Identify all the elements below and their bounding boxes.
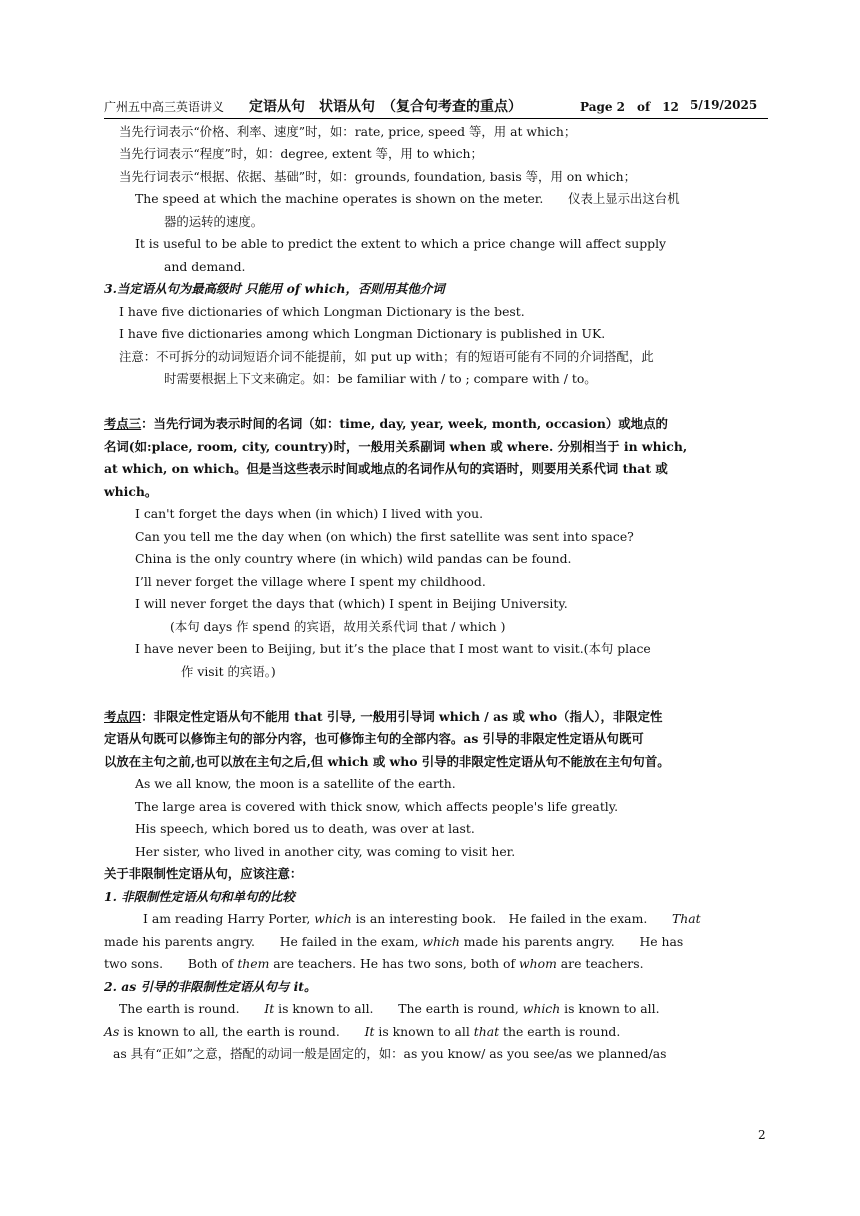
header-topic: 定语从句 状语从句 （复合句考查的重点） xyxy=(249,99,522,115)
example-line: China is the only country where (in which) wild pandas can be found. xyxy=(135,551,572,566)
comparison-line: I am reading Harry Porter, which is an interesting book. He failed in the exam. That xyxy=(143,911,701,926)
note-line: 时需要根据上下文来确定。如：be familiar with / to ; compare with / to。 xyxy=(164,371,597,386)
text-line: 当先行词表示“根据、依据、基础”时，如：grounds, foundation, basis 等，用 on which； xyxy=(119,169,637,184)
example-line: I’ll never forget the village where I spent my childhood. xyxy=(135,574,486,589)
point-three-line: 考点三：当先行词为表示时间的名词（如：time, day, year, week, month, occasion）或地点的 xyxy=(104,416,668,431)
example-note: 作 visit 的宾语。) xyxy=(181,664,276,679)
example-note: (本句 days 作 spend 的宾语，故用关系代词 that / which ) xyxy=(170,619,506,634)
subsection-heading: 2. as 引导的非限制性定语从句与 it。 xyxy=(104,979,317,994)
comparison-line: As is known to all, the earth is round. It is known to all that the earth is round. xyxy=(104,1024,621,1039)
example-line: Can you tell me the day when (on which) the first satellite was sent into space? xyxy=(135,529,634,544)
example-line: His speech, which bored us to death, was over at last. xyxy=(135,821,475,836)
header-date: 5/19/2025 xyxy=(690,98,758,112)
example-line: The speed at which the machine operates is shown on the meter. 仪表上显示出这台机 xyxy=(135,191,680,206)
example-line: It is useful to be able to predict the extent to which a price change will affect supply xyxy=(135,236,667,251)
point-four-line: 定语从句既可以修饰主句的部分内容，也可修饰主句的全部内容。as 引导的非限定性定语从句既可 xyxy=(104,731,644,746)
example-line: I have never been to Beijing, but it’s the place that I most want to visit.(本句 place xyxy=(135,641,651,656)
example-line: I have five dictionaries among which Longman Dictionary is published in UK. xyxy=(119,326,606,341)
point-three-label: 考点三 xyxy=(104,416,142,431)
example-line: I can't forget the days when (in which) I lived with you. xyxy=(135,506,484,521)
note-line: 注意：不可拆分的动词短语介词不能提前，如 put up with；有的短语可能有不同的介词搭配，此 xyxy=(119,349,654,364)
example-line: 器的运转的速度。 xyxy=(164,214,264,229)
note-heading: 关于非限制性定语从句，应该注意： xyxy=(104,866,303,881)
example-line: I will never forget the days that (which) I spent in Beijing University. xyxy=(135,596,568,611)
page-number: 2 xyxy=(758,1128,766,1142)
point-three-line: at which, on which。但是当这些表示时间或地点的名词作从句的宾语时，则要用关系代词 that 或 xyxy=(104,461,668,476)
comparison-line: made his parents angry. He failed in the exam, which made his parents angry. He has xyxy=(104,934,684,949)
point-three-line: which。 xyxy=(104,484,158,499)
text-line: 当先行词表示“价格、利率、速度”时，如：rate, price, speed 等，用 at which； xyxy=(119,124,577,139)
text-line: 当先行词表示“程度”时，如：degree, extent 等，用 to which； xyxy=(119,146,483,161)
header-school: 广州五中高三英语讲义 xyxy=(104,100,225,114)
section-heading: 3.当定语从句为最高级时 只能用 of which，否则用其他介词 xyxy=(104,281,445,296)
example-line: I have five dictionaries of which Longman Dictionary is the best. xyxy=(119,304,525,319)
text-line: as 具有“正如”之意，搭配的动词一般是固定的，如：as you know/ as you see/as we planned/as xyxy=(113,1046,667,1061)
example-line: As we all know, the moon is a satellite of the earth. xyxy=(135,776,456,791)
subsection-heading: 1. 非限制性定语从句和单句的比较 xyxy=(104,889,295,904)
point-four-label: 考点四 xyxy=(104,709,142,724)
point-three-line: 名词(如:place, room, city, country)时，一般用关系副词 when 或 where. 分别相当于 in which, xyxy=(104,439,688,454)
comparison-line: The earth is round. It is known to all. The earth is round, which is known to all. xyxy=(119,1001,660,1016)
example-line: and demand. xyxy=(164,259,246,274)
comparison-line: two sons. Both of them are teachers. He has two sons, both of whom are teachers. xyxy=(104,956,644,971)
point-four-line: 考点四：非限定性定语从句不能用 that 引导, 一般用引导词 which / as 或 who（指人），非限定性 xyxy=(104,709,663,724)
page-header xyxy=(104,96,768,119)
point-four-line: 以放在主句之前,也可以放在主句之后,但 which 或 who 引导的非限定性定语从句不能放在主句句首。 xyxy=(104,754,670,769)
example-line: The large area is covered with thick snow, which affects people's life greatly. xyxy=(135,799,619,814)
example-line: Her sister, who lived in another city, was coming to visit her. xyxy=(135,844,516,859)
header-page: Page 2 of 12 xyxy=(580,100,679,114)
